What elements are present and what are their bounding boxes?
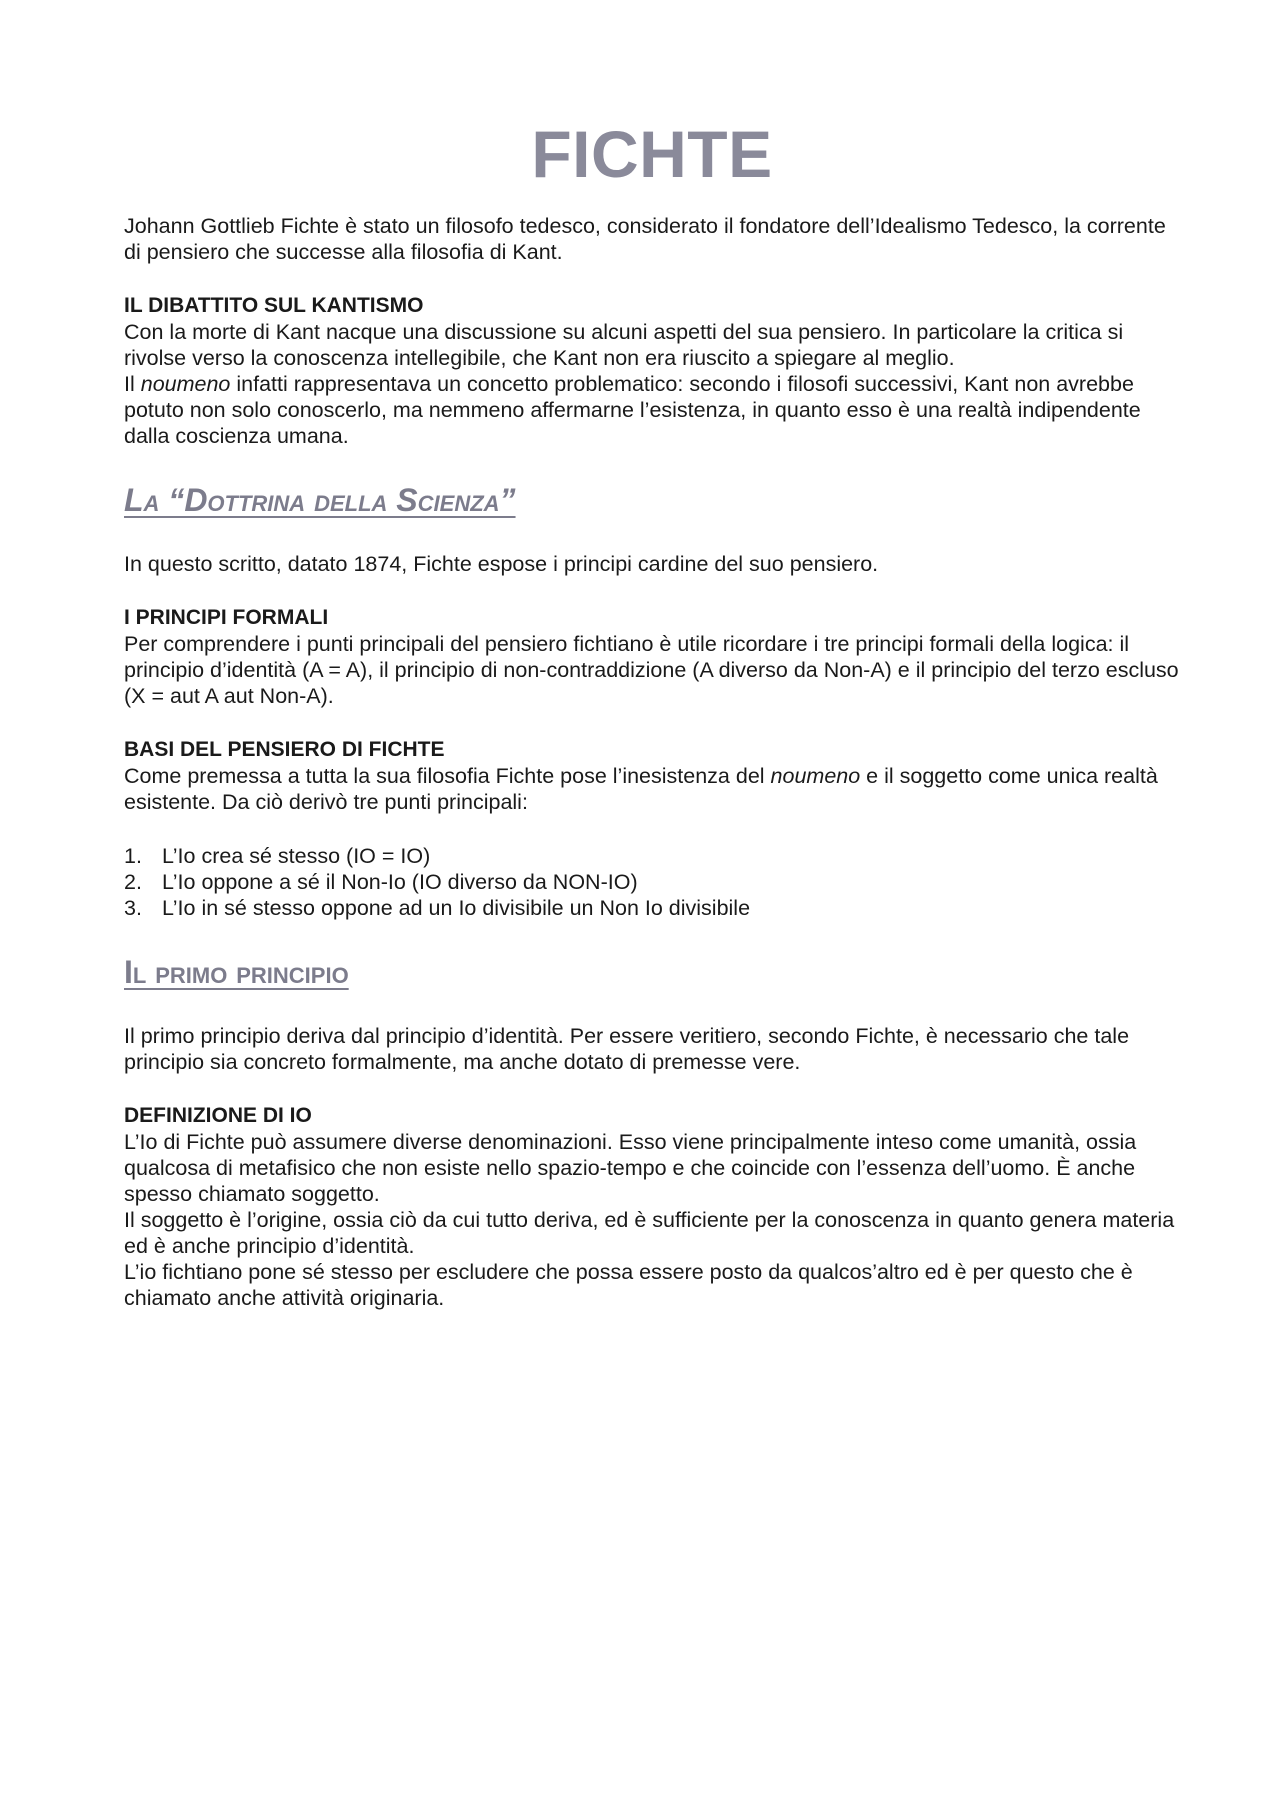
text-fragment: Il: [124, 371, 141, 396]
list-item: [124, 843, 1180, 869]
document-page: [124, 118, 1180, 1311]
dottrina-paragraph: In questo scritto, datato 1874, Fichte espose i principi cardine del suo pensiero.: [124, 551, 879, 576]
subheading-dibattito: IL DIBATTITO SUL KANTISMO: [124, 293, 424, 317]
text-fragment: e il soggetto come unica realtà esistente. Da ciò derivò tre punti principali:: [124, 763, 1158, 814]
emphasis-noumeno: noumeno: [140, 371, 231, 396]
definizione-paragraph-2: Il soggetto è l’origine, ossia ciò da cui tutto deriva, ed è sufficiente per la conoscenza in quanto genera materia ed è anche principio d’identità.: [124, 1208, 1175, 1259]
text-fragment: infatti rappresentava un concetto problematico: secondo i filosofi successivi, Kant non avrebbe potuto non solo conoscerlo, ma nemmeno affermarne l’esistenza, in quanto esso è una realtà indipendente dalla coscienza umana.: [124, 371, 1141, 448]
section-principi-formali: [124, 605, 1180, 709]
section-heading-dottrina: La “Dottrina della Scienza”: [124, 481, 516, 518]
basi-paragraph: [124, 763, 1180, 815]
list-number: 1.: [124, 843, 142, 868]
dibattito-paragraph-2: [124, 371, 1180, 449]
list-text: L’Io oppone a sé il Non-Io (IO diverso da NON-IO): [162, 869, 638, 894]
emphasis-noumeno: noumeno: [770, 763, 861, 788]
section-basi: [124, 737, 1180, 815]
subheading-principi-formali: I PRINCIPI FORMALI: [124, 605, 329, 629]
subheading-basi: BASI DEL PENSIERO DI FICHTE: [124, 737, 445, 761]
definizione-paragraph-1: L’Io di Fichte può assumere diverse denominazioni. Esso viene principalmente inteso come umanità, ossia qualcosa di metafisico che non esiste nello spazio-tempo e che coincide con l’essenza dell’uomo. È anche spesso chiamato soggetto.: [124, 1130, 1137, 1207]
subheading-definizione: DEFINIZIONE DI IO: [124, 1104, 312, 1128]
section-heading-primo-principio: Il primo principio: [124, 953, 349, 990]
list-item: [124, 869, 1180, 895]
list-item: [124, 895, 1180, 921]
list-text: L’Io crea sé stesso (IO = IO): [162, 843, 431, 868]
principi-formali-paragraph: Per comprendere i punti principali del pensiero fichtiano è utile ricordare i tre principi formali della logica: il principio d’identità (A = A), il principio di non-contraddizione (A diverso da Non-A) e il principio del terzo escluso (X = aut A aut Non-A).: [124, 631, 1179, 708]
principles-list: [124, 843, 1180, 921]
dibattito-paragraph-1: Con la morte di Kant nacque una discussione su alcuni aspetti del sua pensiero. In particolare la critica si rivolse verso la conoscenza intellegibile, che Kant non era riuscito a spiegare al meglio.: [124, 319, 1124, 370]
document-title: FICHTE: [531, 117, 773, 191]
intro-paragraph: Johann Gottlieb Fichte è stato un filosofo tedesco, considerato il fondatore dell’Idealismo Tedesco, la corrente di pensiero che successe alla filosofia di Kant.: [124, 213, 1166, 264]
list-text: L’Io in sé stesso oppone ad un Io divisibile un Non Io divisibile: [162, 895, 751, 920]
definizione-paragraph-3: L’io fichtiano pone sé stesso per escludere che possa essere posto da qualcos’altro ed è per questo che è chiamato anche attività originaria.: [124, 1260, 1133, 1311]
section-dibattito: [124, 293, 1180, 449]
list-number: 2.: [124, 869, 142, 894]
text-fragment: Come premessa a tutta la sua filosofia Fichte pose l’inesistenza del: [124, 763, 771, 788]
primo-principio-paragraph: Il primo principio deriva dal principio d’identità. Per essere veritiero, secondo Fichte, è necessario che tale principio sia concreto formalmente, ma anche dotato di premesse vere.: [124, 1024, 1130, 1075]
list-number: 3.: [124, 895, 142, 920]
section-definizione: [124, 1103, 1180, 1311]
